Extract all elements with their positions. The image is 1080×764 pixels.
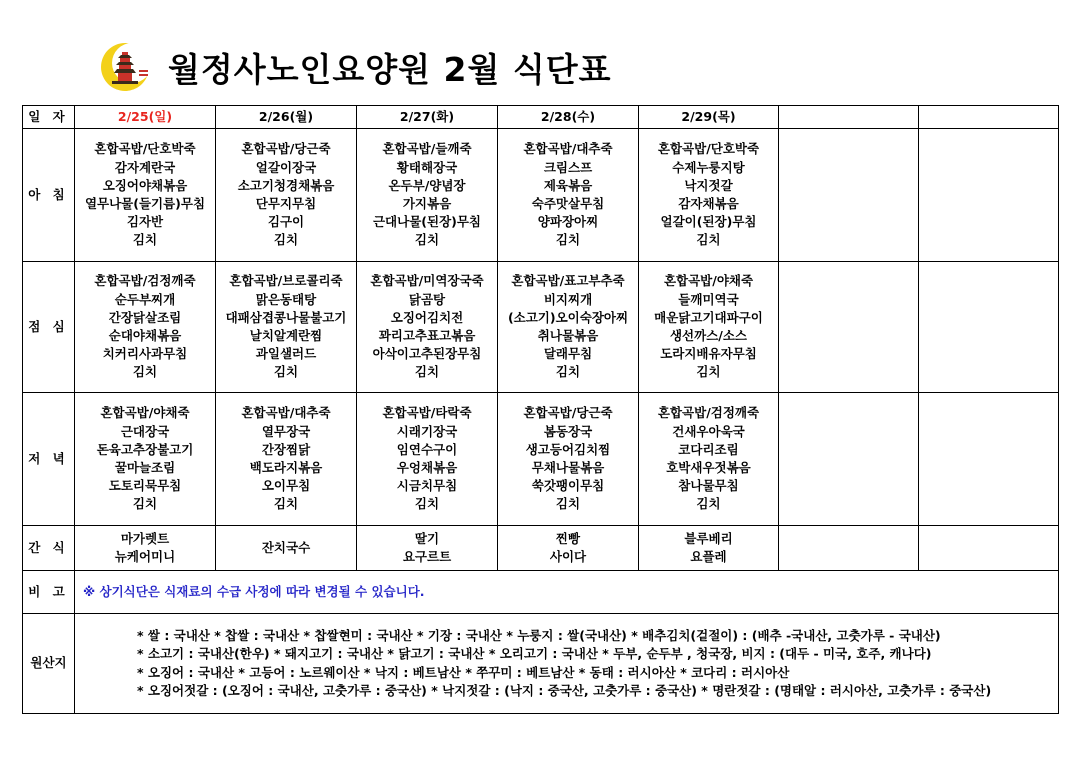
menu-item: 시금치무침 bbox=[396, 478, 458, 494]
date-cell bbox=[779, 106, 919, 129]
menu-item: 김치 bbox=[414, 364, 440, 380]
menu-item: 김치 bbox=[132, 364, 158, 380]
menu-item: 김치 bbox=[273, 364, 299, 380]
menu-cell bbox=[357, 526, 498, 571]
menu-item: 혼합곡밥/검정깨죽 bbox=[657, 405, 760, 421]
menu-item: 백도라지볶음 bbox=[249, 460, 323, 475]
menu-item: 매운닭고기대파구이 bbox=[654, 309, 763, 325]
menu-item: 혼합곡밥/대추죽 bbox=[241, 405, 331, 421]
menu-cell bbox=[498, 262, 639, 393]
menu-item: 간장찜닭 bbox=[261, 441, 311, 457]
menu-item: 블루베리 bbox=[684, 530, 733, 546]
menu-item: 참나물무침 bbox=[678, 478, 739, 494]
menu-item: 김치 bbox=[555, 232, 581, 248]
meal-label: 아 침 bbox=[23, 129, 75, 262]
menu-item: 취나물볶음 bbox=[537, 328, 599, 343]
menu-item: 크림스프 bbox=[543, 159, 593, 175]
menu-item: 닭곰탕 bbox=[408, 291, 446, 307]
menu-cell bbox=[357, 393, 498, 526]
menu-cell bbox=[75, 129, 216, 262]
menu-item: 맑은동태탕 bbox=[255, 291, 317, 307]
menu-item: 사이다 bbox=[549, 549, 587, 564]
lunch-row bbox=[23, 262, 1059, 393]
menu-item: 근대나물(된장)무침 bbox=[372, 214, 482, 230]
menu-cell bbox=[498, 393, 639, 526]
menu-item: 호박새우젓볶음 bbox=[666, 460, 751, 475]
date-cell: 2/29(목) bbox=[639, 106, 779, 129]
menu-item: 비지찌개 bbox=[543, 291, 593, 307]
snack-row bbox=[23, 526, 1059, 571]
remark-row bbox=[23, 571, 1059, 614]
menu-cell bbox=[498, 526, 639, 571]
menu-item: 건새우아욱국 bbox=[672, 423, 745, 439]
date-cell: 2/28(수) bbox=[498, 106, 639, 129]
menu-cell bbox=[216, 262, 357, 393]
menu-item: 숙주맛살무침 bbox=[531, 196, 605, 211]
menu-item: 혼합곡밥/브로콜리죽 bbox=[229, 273, 343, 289]
menu-item: 혼합곡밥/검정깨죽 bbox=[94, 273, 196, 289]
date-cell: 2/26(월) bbox=[216, 106, 357, 129]
origin-line: * 소고기 : 국내산(한우) * 돼지고기 : 국내산 * 닭고기 : 국내산 * 오리고기 : 국내산 * 두부, 순두부 , 청국장, 비지 : (대두 - 미국, 호주, 캐나다) bbox=[137, 646, 932, 662]
menu-item: 소고기청경채볶음 bbox=[237, 177, 335, 193]
meal-label: 점 심 bbox=[23, 262, 75, 393]
date-row bbox=[23, 106, 1059, 129]
origin-row bbox=[23, 614, 1059, 714]
date-cell bbox=[919, 106, 1059, 129]
menu-item: 봄동장국 bbox=[543, 423, 593, 439]
menu-cell bbox=[779, 526, 919, 571]
menu-item: 꿀마늘조림 bbox=[114, 460, 176, 475]
menu-item: 김치 bbox=[555, 364, 581, 380]
menu-item: 김치 bbox=[555, 496, 581, 512]
menu-item: 얼갈이장국 bbox=[255, 159, 317, 175]
menu-item: 김치 bbox=[273, 232, 299, 248]
menu-item: 혼합곡밥/타락죽 bbox=[382, 405, 472, 421]
temple-pagoda-logo-icon bbox=[98, 40, 152, 94]
breakfast-row bbox=[23, 129, 1059, 262]
menu-item: 간장닭살조림 bbox=[108, 309, 182, 325]
menu-cell bbox=[779, 393, 919, 526]
menu-cell bbox=[779, 129, 919, 262]
menu-item: 혼합곡밥/당근죽 bbox=[523, 405, 613, 421]
menu-item: 쑥갓팽이무침 bbox=[531, 478, 605, 494]
menu-item: 대패삼겹콩나물불고기 bbox=[225, 309, 347, 325]
menu-item: 요플레 bbox=[690, 549, 727, 564]
meal-label: 저 녁 bbox=[23, 393, 75, 526]
menu-item: 오이무침 bbox=[261, 478, 311, 494]
menu-item: 김치 bbox=[132, 232, 158, 248]
menu-item: 김치 bbox=[132, 496, 158, 512]
menu-item: 들깨미역국 bbox=[678, 291, 739, 307]
menu-item: 과일샐러드 bbox=[255, 346, 317, 362]
menu-item: 꽈리고추표고볶음 bbox=[378, 328, 476, 343]
menu-item: 수제누룽지탕 bbox=[672, 159, 745, 175]
menu-cell bbox=[75, 393, 216, 526]
menu-item: 오징어김치전 bbox=[390, 309, 464, 325]
menu-item: 요구르트 bbox=[402, 549, 452, 564]
menu-item: 황태해장국 bbox=[396, 159, 458, 175]
origin-line: * 쌀 : 국내산 * 찹쌀 : 국내산 * 찹쌀현미 : 국내산 * 기장 : 국내산 * 누룽지 : 쌀(국내산) * 배추김치(겉절이) : (배추 -국내산, 고춧가루 - 국내산) bbox=[137, 628, 941, 644]
menu-item: 김구이 bbox=[267, 214, 305, 230]
remark-text: ※ 상기식단은 식재료의 수급 사정에 따라 변경될 수 있습니다. bbox=[75, 571, 1059, 614]
date-cell: 2/25(일) bbox=[75, 106, 216, 129]
menu-item: 혼합곡밥/야채죽 bbox=[663, 273, 754, 289]
origin-label: 원산지 bbox=[23, 614, 75, 714]
menu-item: 돈육고추장불고기 bbox=[96, 441, 194, 457]
menu-item: 혼합곡밥/미역장국죽 bbox=[370, 273, 484, 289]
menu-item: 무채나물볶음 bbox=[531, 460, 605, 475]
menu-item: 딸기 bbox=[414, 530, 440, 546]
menu-item: 혼합곡밥/당근죽 bbox=[241, 141, 331, 157]
menu-cell bbox=[779, 262, 919, 393]
menu-cell bbox=[919, 393, 1059, 526]
menu-item: 시래기장국 bbox=[396, 423, 458, 439]
menu-cell bbox=[216, 526, 357, 571]
menu-item: 감자채볶음 bbox=[678, 196, 739, 211]
header bbox=[98, 34, 798, 98]
origin-info bbox=[75, 614, 1059, 714]
menu-item: 치커리사과무침 bbox=[102, 346, 188, 362]
menu-item: 혼합곡밥/단호박죽 bbox=[94, 141, 196, 157]
date-cell: 2/27(화) bbox=[357, 106, 498, 129]
menu-item: 근대장국 bbox=[120, 423, 170, 439]
menu-cell bbox=[75, 262, 216, 393]
menu-item: 순대야채볶음 bbox=[108, 328, 182, 343]
menu-cell bbox=[919, 262, 1059, 393]
menu-item: 뉴케어미니 bbox=[114, 549, 176, 564]
menu-item: 도라지배유자무침 bbox=[660, 346, 757, 362]
menu-item: 아삭이고추된장무침 bbox=[372, 346, 482, 362]
menu-item: 김치 bbox=[414, 232, 440, 248]
menu-item: 임연수구이 bbox=[396, 441, 458, 457]
menu-item: 열무장국 bbox=[261, 423, 311, 439]
menu-item: 양파장아찌 bbox=[537, 214, 599, 230]
menu-cell bbox=[919, 129, 1059, 262]
meal-plan-table bbox=[22, 105, 1059, 714]
menu-item: 김치 bbox=[414, 496, 440, 512]
menu-cell bbox=[498, 129, 639, 262]
dinner-row bbox=[23, 393, 1059, 526]
meal-label: 간 식 bbox=[23, 526, 75, 571]
origin-line: * 오징어젓갈 : (오징어 : 국내산, 고춧가루 : 중국산) * 낙지젓갈 : (낙지 : 중국산, 고춧가루 : 중국산) * 명란젓갈 : (명태알 : 러시아산, 고춧가루 : 중국산) bbox=[137, 682, 992, 698]
menu-cell bbox=[639, 129, 779, 262]
menu-item: 제육볶음 bbox=[543, 177, 593, 193]
menu-item: 혼합곡밥/들깨죽 bbox=[382, 141, 472, 157]
menu-cell bbox=[639, 526, 779, 571]
menu-item: 혼합곡밥/야채죽 bbox=[100, 405, 190, 421]
menu-item: 코다리조림 bbox=[678, 441, 739, 457]
menu-item: 오징어야채볶음 bbox=[102, 177, 188, 193]
menu-cell bbox=[357, 129, 498, 262]
menu-item: (소고기)오이숙장아찌 bbox=[507, 309, 629, 325]
menu-cell bbox=[639, 393, 779, 526]
menu-item: 온두부/양념장 bbox=[388, 177, 466, 193]
menu-item: 도토리묵무침 bbox=[108, 478, 182, 494]
menu-item: 잔치국수 bbox=[261, 539, 311, 555]
menu-item: 혼합곡밥/단호박죽 bbox=[657, 141, 760, 157]
menu-item: 감자계란국 bbox=[114, 159, 176, 175]
menu-item: 마가렛트 bbox=[120, 530, 170, 546]
menu-cell bbox=[216, 129, 357, 262]
menu-item: 생고등어김치찜 bbox=[525, 441, 611, 457]
menu-item: 혼합곡밥/표고부추죽 bbox=[511, 273, 625, 289]
menu-item: 단무지무침 bbox=[255, 196, 317, 211]
menu-cell bbox=[75, 526, 216, 571]
menu-item: 얼갈이(된장)무침 bbox=[660, 214, 757, 230]
menu-cell bbox=[919, 526, 1059, 571]
menu-item: 가지볶음 bbox=[402, 196, 452, 211]
menu-item: 날치알계란찜 bbox=[249, 328, 323, 343]
origin-line: * 오징어 : 국내산 * 고등어 : 노르웨이산 * 낙지 : 베트남산 * 쭈꾸미 : 베트남산 * 동태 : 러시아산 * 코다리 : 러시아산 bbox=[137, 664, 790, 680]
menu-item: 열무나물(들기름)무침 bbox=[84, 196, 206, 211]
menu-cell bbox=[216, 393, 357, 526]
menu-cell bbox=[357, 262, 498, 393]
page-title: 월정사노인요양원 2월 식단표 bbox=[168, 50, 612, 89]
menu-item: 생선까스/소스 bbox=[669, 328, 748, 343]
menu-item: 달래무침 bbox=[543, 346, 593, 362]
menu-item: 혼합곡밥/대추죽 bbox=[523, 141, 613, 157]
menu-item: 찐빵 bbox=[555, 530, 581, 546]
remark-label: 비 고 bbox=[23, 571, 75, 614]
menu-item: 김자반 bbox=[126, 214, 164, 230]
menu-item: 김치 bbox=[696, 364, 721, 380]
menu-item: 순두부찌개 bbox=[114, 291, 176, 307]
menu-item: 김치 bbox=[696, 232, 721, 248]
menu-item: 김치 bbox=[696, 496, 721, 512]
menu-item: 김치 bbox=[273, 496, 299, 512]
menu-item: 낙지젓갈 bbox=[684, 177, 733, 193]
menu-item: 우엉채볶음 bbox=[396, 460, 458, 475]
date-row-label: 일 자 bbox=[23, 106, 75, 129]
menu-cell bbox=[639, 262, 779, 393]
